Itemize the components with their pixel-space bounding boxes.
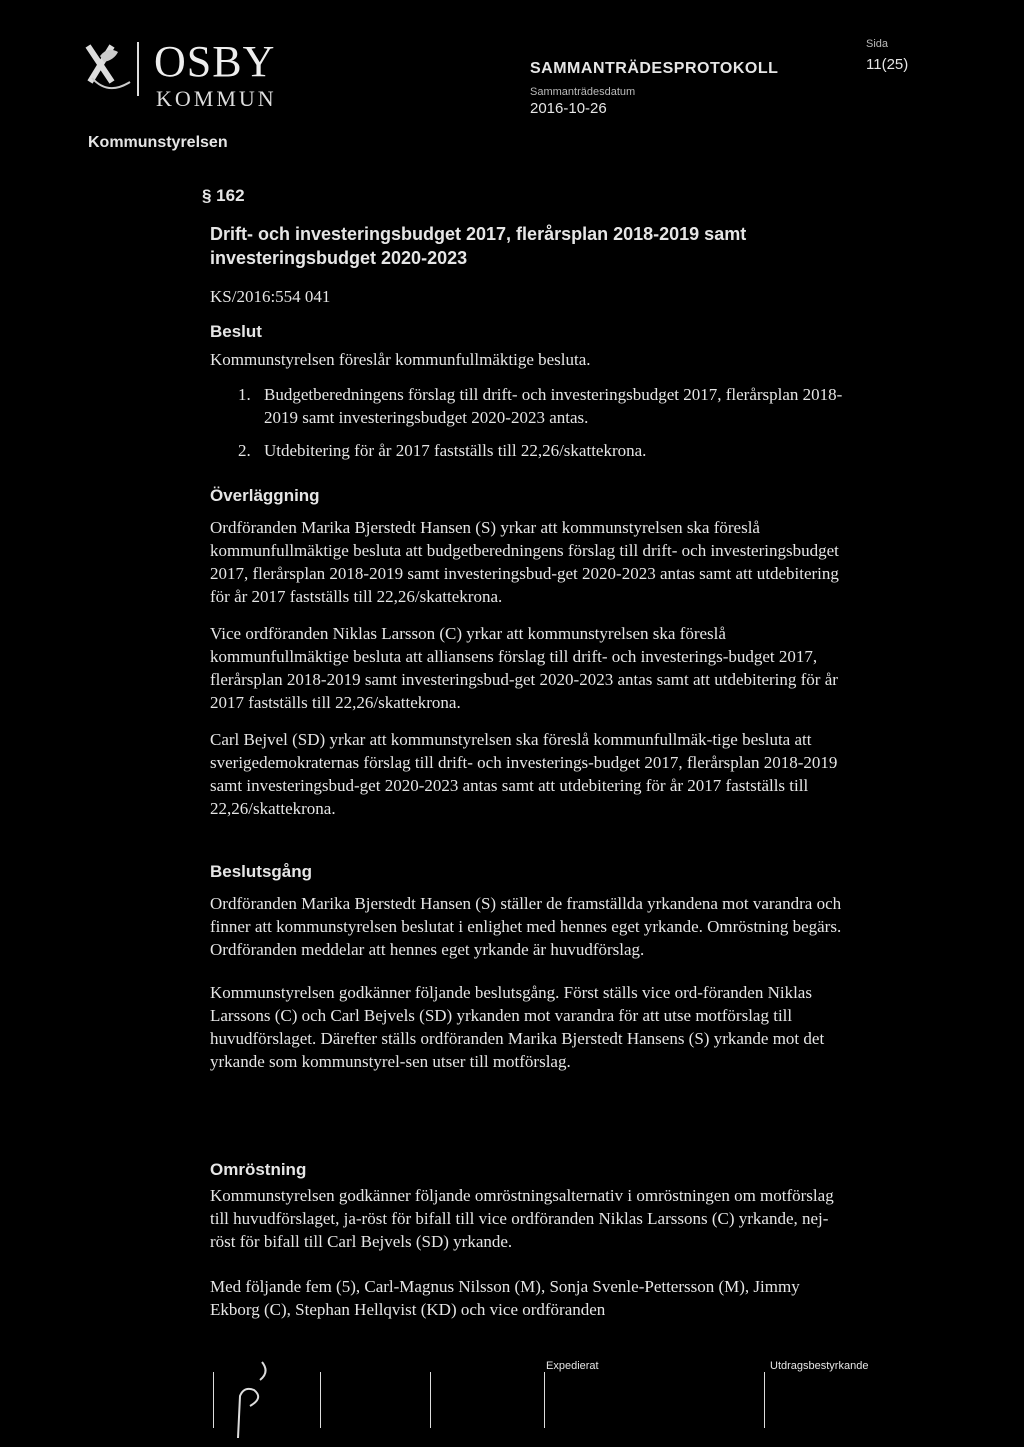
- omrostning-paragraph: Kommunstyrelsen godkänner följande omröstningsalternativ i omröstningen om motförslag till huvudförslaget, ja-röst för bifall till vice ordföranden Niklas Larssons (C) yrkande, nej-röst för bifall till Carl Bejvels (SD) yrkande.: [210, 1186, 834, 1251]
- document-type: SAMMANTRÄDESPROTOKOLL: [530, 60, 779, 77]
- signature-divider: [764, 1372, 765, 1428]
- osby-logo-icon: [82, 38, 144, 100]
- omrostning-heading: Omröstning: [210, 1160, 307, 1179]
- list-item: 2. Utdebitering för år 2017 fastställs till 22,26/skattekrona.: [238, 441, 647, 460]
- page-label: Sida: [866, 38, 889, 50]
- meeting-date: 2016-10-26: [530, 100, 607, 117]
- signature-divider: [320, 1372, 321, 1428]
- beslut-intro: Kommunstyrelsen föreslår kommunfullmäktige besluta.: [210, 350, 591, 369]
- section-title: Drift- och investeringsbudget 2017, flerårsplan 2018-2019 samt investeringsbudget 2020-2023: [210, 224, 747, 268]
- beslutsgang-paragraph: Ordföranden Marika Bjerstedt Hansen (S) ställer de framställda yrkandena mot varandra och finner att kommunstyrelsen beslutat i enlighet med hennes eget yrkande. Omröstning begärs. Ordföranden meddelar att hennes eget yrkande är huvudförslag.: [210, 894, 842, 959]
- omrostning-section: [210, 1160, 850, 1321]
- brand-subtitle: KOMMUN: [156, 86, 277, 111]
- page-number: 11(25): [866, 56, 909, 73]
- list-item: 1. Budgetberedningens förslag till drift- och investeringsbudget 2017, flerårsplan 2018-2019 samt investeringsbudget 2020-2023 antas.: [238, 385, 843, 427]
- beslutsgang-paragraph: Kommunstyrelsen godkänner följande beslutsgång. Först ställs vice ord-föranden Niklas Larssons (C) och Carl Bejvels (SD) yrkanden mot varandra för att utse motförslag till huvudförslaget. Därefter ställs ordföranden Marika Bjerstedt Hansens (S) yrkande mot det yrkande som kommunstyrel-sen utser till motförslag.: [210, 983, 825, 1071]
- brand-name: OSBY: [154, 37, 276, 86]
- beslut-list: [210, 383, 850, 462]
- meeting-date-label: Sammanträdesdatum: [530, 86, 636, 98]
- beslut-heading: Beslut: [210, 322, 262, 341]
- overlaggning-paragraph: Ordföranden Marika Bjerstedt Hansen (S) yrkar att kommunstyrelsen ska föreslå kommunfullmäktige besluta att budgetberedningens förslag till drift- och investeringsbudget 2017, flerårsplan 2018-2019 samt investeringsbud-get 2020-2023 antas samt att utdebitering för år 2017 fastställs till 22,26/skattekrona.: [210, 518, 839, 606]
- expedierat-label: Expedierat: [546, 1360, 599, 1372]
- overlaggning-paragraph: Carl Bejvel (SD) yrkar att kommunstyrelsen ska föreslå kommunfullmäk-tige besluta att sverigedemokraternas förslag till drift- och investerings-budget 2017, flerårsplan 2018-2019 samt investeringsbud-get 2020-2023 antas samt att utdebitering för år 2017 fastställs till 22,26/skattekrona.: [210, 730, 838, 818]
- beslutsgang-heading: Beslutsgång: [210, 862, 313, 881]
- overlaggning-heading: Överläggning: [210, 486, 320, 505]
- beslutsgang-section: [210, 862, 850, 1073]
- signature-divider: [213, 1372, 214, 1428]
- utdragsbestyrkande-label: Utdragsbestyrkande: [770, 1360, 869, 1372]
- beslut-section: [210, 322, 850, 472]
- paragraph-number: § 162: [202, 186, 245, 205]
- signature-divider: [544, 1372, 545, 1428]
- signature-icon: [228, 1360, 278, 1445]
- overlaggning-section: [210, 486, 850, 820]
- omrostning-paragraph: Med följande fem (5), Carl-Magnus Nilsson (M), Sonja Svenle-Pettersson (M), Jimmy Ekborg (C), Stephan Hellqvist (KD) och vice ordföranden: [210, 1277, 800, 1319]
- organization-name: Kommunstyrelsen: [88, 134, 228, 151]
- overlaggning-paragraph: Vice ordföranden Niklas Larsson (C) yrkar att kommunstyrelsen ska föreslå kommunfullmäktige besluta att alliansens förslag till drift- och investerings-budget 2017, flerårsplan 2018-2019 samt investeringsbud-get 2020-2023 antas samt att utdebitering för år 2017 fastställs till 22,26/skattekrona.: [210, 624, 838, 712]
- signature-divider: [430, 1372, 431, 1428]
- case-number: KS/2016:554 041: [210, 287, 331, 306]
